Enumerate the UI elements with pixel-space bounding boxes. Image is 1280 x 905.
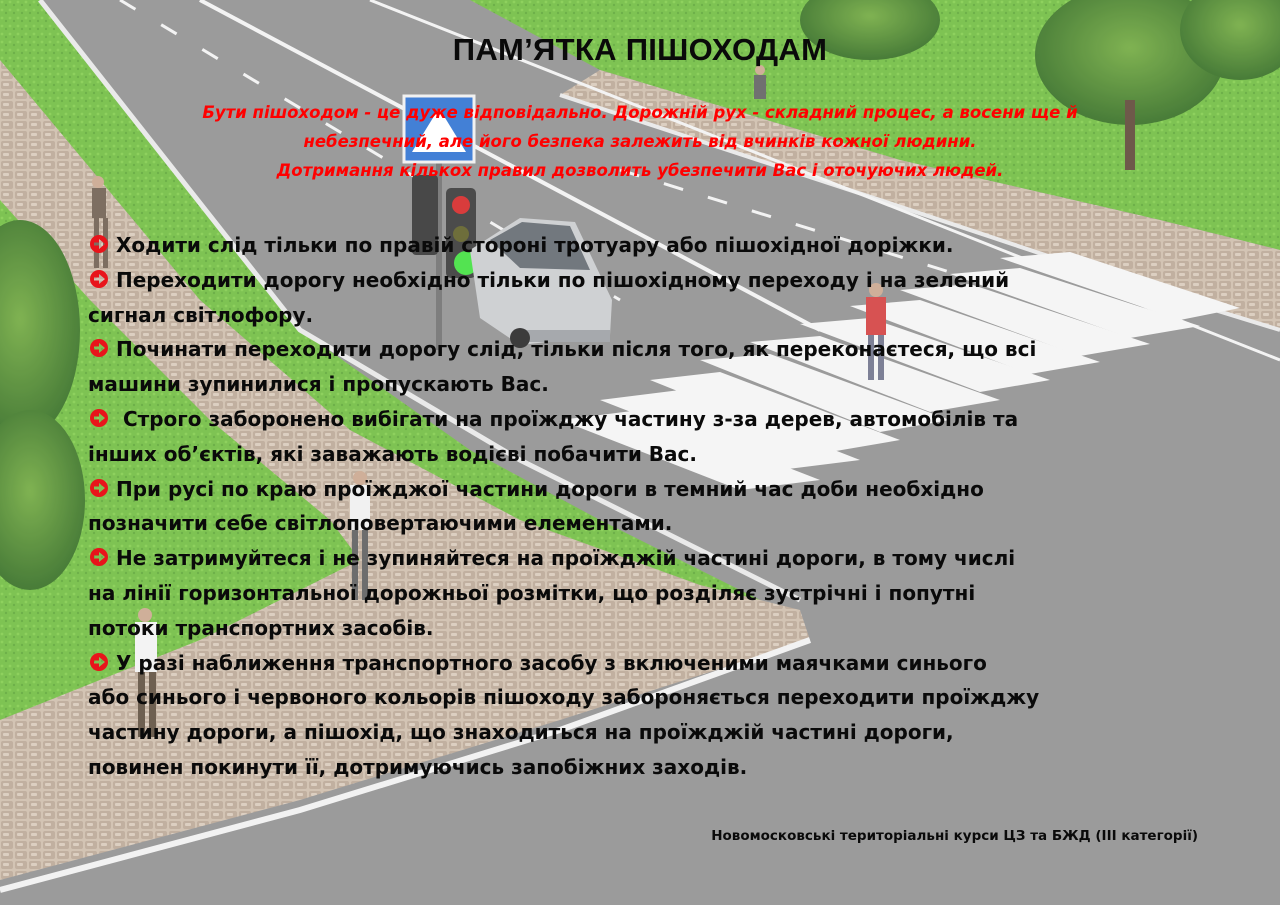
rule-line xyxy=(88,750,1228,785)
rule-item xyxy=(88,472,1228,542)
rule-text: Строго заборонено вибігати на проїжджу частину з-за дерев, автомобілів та xyxy=(116,406,1019,431)
rule-line xyxy=(88,680,1228,715)
rule-text: частину дороги, а пішохід, що знаходиться на проїжджій частині дороги, xyxy=(88,720,954,745)
rule-text: сигнал світлофору. xyxy=(88,302,314,327)
rule-text: позначити себе світлоповертаючими елементами. xyxy=(88,511,673,536)
rule-item xyxy=(88,332,1228,402)
arrow-circle-right-icon xyxy=(88,652,110,672)
rule-text: або синього і червоного кольорів пішоходу забороняється переходити проїжджу xyxy=(88,685,1040,710)
footer-credit: Новомосковські територіальні курси ЦЗ та БЖД (ІІІ категорії) xyxy=(711,828,1198,844)
page-title: ПАМ’ЯТКА ПІШОХОДАМ xyxy=(452,32,828,67)
intro-line: Дотримання кількох правил дозволить убезпечити Вас і оточуючих людей. xyxy=(276,161,1004,180)
rule-line xyxy=(88,541,1228,576)
rule-line xyxy=(88,611,1228,646)
rule-text: При русі по краю проїжджої частини дороги в темний час доби необхідно xyxy=(116,476,984,501)
rule-item xyxy=(88,646,1228,785)
rule-line xyxy=(88,263,1228,298)
arrow-circle-right-icon xyxy=(88,478,110,498)
rule-line xyxy=(88,228,1228,263)
rule-line xyxy=(88,367,1228,402)
rule-line xyxy=(88,715,1228,750)
rule-item xyxy=(88,263,1228,333)
intro-line: Бути пішоходом - це дуже відповідально. Дорожній рух - складний процес, а восени ще й xyxy=(202,103,1078,122)
rules-list xyxy=(88,228,1228,785)
arrow-circle-right-icon xyxy=(88,338,110,358)
rule-item xyxy=(88,402,1228,472)
arrow-circle-right-icon xyxy=(88,547,110,567)
rule-item xyxy=(88,541,1228,645)
rule-line xyxy=(88,402,1228,437)
rule-text: повинен покинути її, дотримуючись запобіжних заходів. xyxy=(88,754,748,779)
rule-line xyxy=(88,437,1228,472)
rule-item xyxy=(88,228,1228,263)
rule-line xyxy=(88,646,1228,681)
arrow-circle-right-icon xyxy=(88,408,110,428)
rule-text: Починати переходити дорогу слід, тільки після того, як переконаєтеся, що всі xyxy=(116,337,1037,362)
rule-line xyxy=(88,298,1228,333)
rule-text: Не затримуйтеся і не зупиняйтеся на проїжджій частині дороги, в тому числі xyxy=(116,546,1016,571)
rule-line xyxy=(88,332,1228,367)
rule-line xyxy=(88,576,1228,611)
intro-text xyxy=(100,98,1180,185)
rule-text: машини зупинилися і пропускають Вас. xyxy=(88,372,549,397)
rule-text: У разі наближення транспортного засобу з включеними маячками синього xyxy=(116,650,987,675)
rule-text: Переходити дорогу необхідно тільки по пішохідному переходу і на зелений xyxy=(116,267,1010,292)
arrow-circle-right-icon xyxy=(88,269,110,289)
rule-text: інших об’єктів, які заважають водієві побачити Вас. xyxy=(88,441,697,466)
rule-line xyxy=(88,506,1228,541)
intro-line: небезпечний, але його безпека залежить від вчинків кожної людини. xyxy=(303,132,977,151)
rule-line xyxy=(88,472,1228,507)
rule-text: Ходити слід тільки по правій стороні тротуару або пішохідної доріжки. xyxy=(116,233,954,257)
rule-text: потоки транспортних засобів. xyxy=(88,615,434,640)
rule-text: на лінії горизонтальної дорожньої розмітки, що розділяє зустрічні і попутні xyxy=(88,580,976,605)
arrow-circle-right-icon xyxy=(88,234,110,254)
